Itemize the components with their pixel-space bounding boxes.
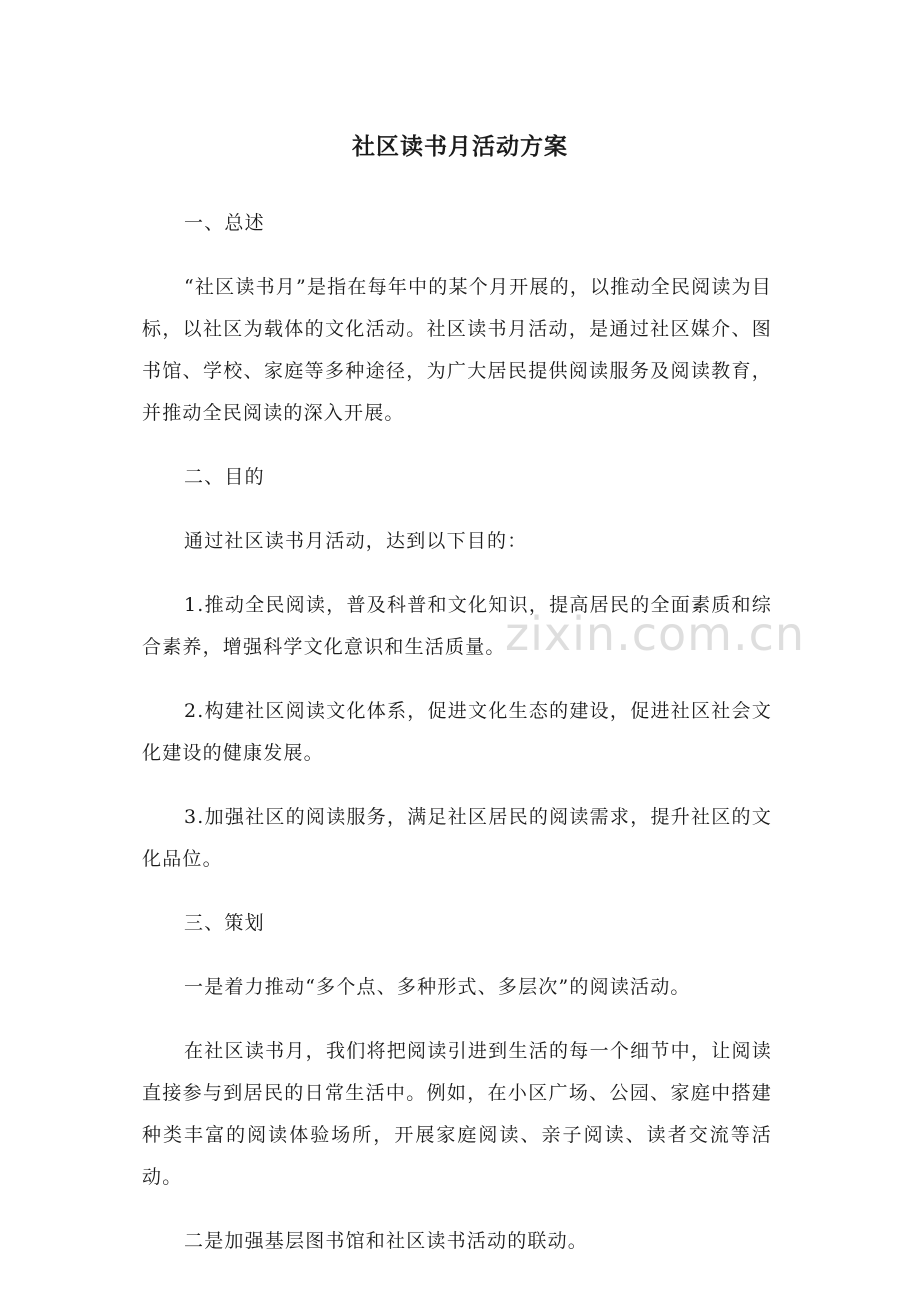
paragraph-purpose-intro: 通过社区读书月活动，达到以下目的：	[184, 530, 528, 552]
section-heading-purpose: 二、目的	[184, 466, 265, 488]
paragraph-planning-detail: 在社区读书月，我们将把阅读引进到生活的每一个细节中，让阅读直接参与到居民的日常生活中。例如，在小区广场、公园、家庭中搭建种类丰富的阅读体验场所，开展家庭阅读、亲子阅读、读者交流等活动。	[142, 1040, 772, 1188]
document-title: 社区读书月活动方案	[352, 134, 568, 160]
section-heading-planning: 三、策划	[184, 912, 265, 934]
paragraph-planning-point-2: 二是加强基层图书馆和社区读书活动的联动。	[184, 1230, 589, 1252]
paragraph-planning-point-1: 一是着力推动“多个点、多种形式、多层次”的阅读活动。	[184, 976, 691, 998]
document-body	[142, 202, 772, 1284]
paragraph-purpose-item-2: 2.构建社区阅读文化体系，促进文化生态的建设，促进社区社会文化建设的健康发展。	[142, 700, 772, 764]
paragraph-overview: “社区读书月”是指在每年中的某个月开展的，以推动全民阅读为目标，以社区为载体的文化活动。社区读书月活动，是通过社区媒介、图书馆、学校、家庭等多种途径，为广大居民提供阅读服务及阅读教育，并推动全民阅读的深入开展。	[142, 276, 772, 424]
paragraph-purpose-item-3: 3.加强社区的阅读服务，满足社区居民的阅读需求，提升社区的文化品位。	[142, 806, 772, 870]
section-heading-overview: 一、总述	[184, 212, 265, 234]
watermark: zixin.com.cn	[505, 607, 806, 661]
paragraph-purpose-item-1: 1.推动全民阅读，普及科普和文化知识，提高居民的全面素质和综合素养，增强科学文化意识和生活质量。	[142, 594, 772, 658]
